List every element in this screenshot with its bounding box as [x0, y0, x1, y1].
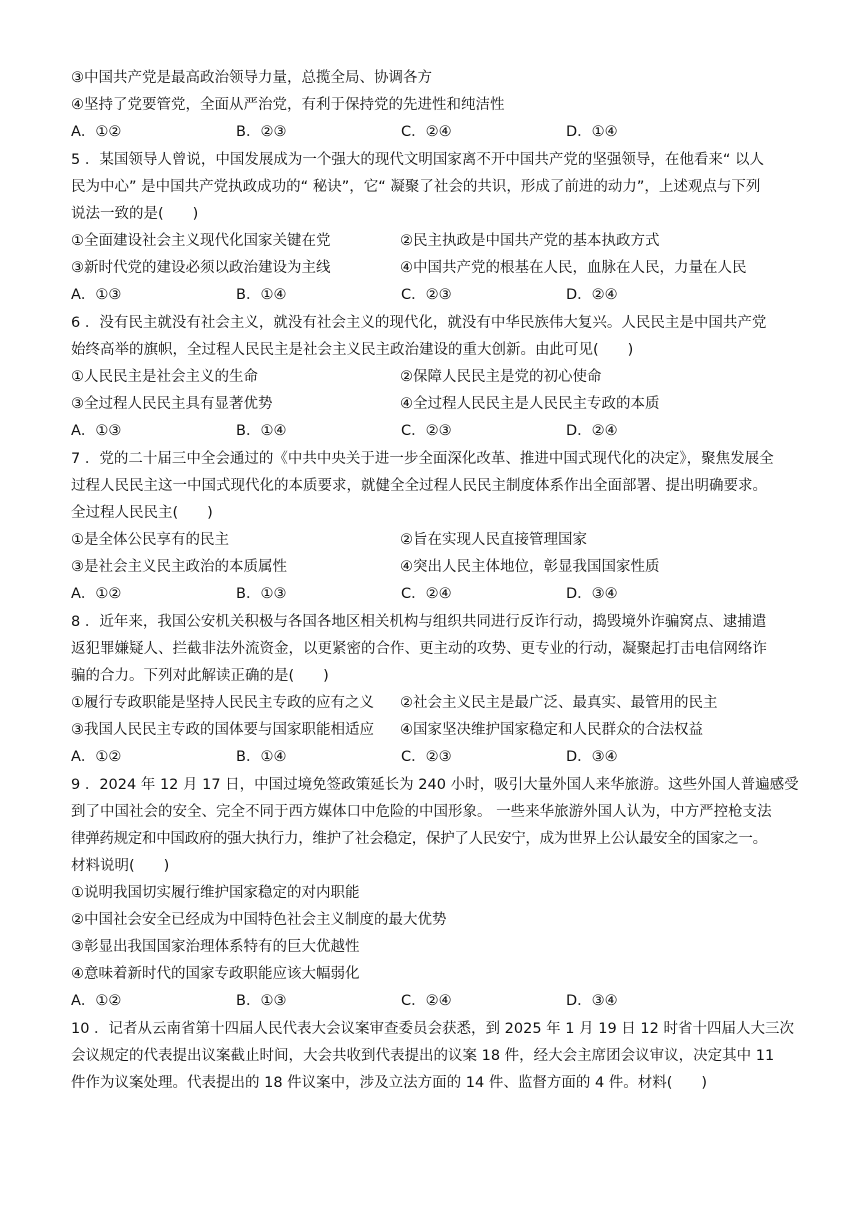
q5-stem-line-1: 5 ．某国领导人曾说，中国发展成为一个强大的现代文明国家离不开中国共产党的坚强领导，在他看来“ 以人 [71, 152, 764, 168]
q9-statement-4: ④意味着新时代的国家专政职能应该大幅弱化 [71, 966, 360, 982]
q8-stem-line-1: 8 ．近年来，我国公安机关积极与各国各地区相关机构与组织共同进行反诈行动，捣毁境外诈骗窝点、逮捕遣 [71, 614, 767, 630]
q6-answer-b: B．①④ [236, 423, 287, 439]
q6-stem-line-2: 始终高举的旗帜，全过程人民民主是社会主义民主政治建设的重大创新。由此可见( ) [71, 342, 634, 358]
q9-stem-line-1: 9 ．2024 年 12 月 17 日，中国过境免签政策延长为 240 小时，吸引大量外国人来华旅游。这些外国人普遍感受 [71, 777, 799, 793]
q7-answer-a: A．①② [71, 586, 122, 602]
q8-answer-b: B．①④ [236, 749, 287, 765]
q5-answer-d: D．②④ [566, 287, 618, 303]
q7-stem-line-2: 过程人民民主这一中国式现代化的本质要求，就健全全过程人民民主制度体系作出全面部署、提出明确要求。 [71, 478, 767, 494]
q9-statement-1: ①说明我国切实履行维护国家稳定的对内职能 [71, 885, 360, 901]
q7-answer-d: D．③④ [566, 586, 618, 602]
q6-statement-2: ②保障人民民主是党的初心使命 [400, 369, 602, 385]
q4-answer-a: A．①② [71, 124, 122, 140]
q8-statement-4: ④国家坚决维护国家稳定和人民群众的合法权益 [400, 722, 703, 738]
q5-answer-a: A．①③ [71, 287, 122, 303]
q8-statement-2: ②社会主义民主是最广泛、最真实、最管用的民主 [400, 695, 718, 711]
q10-stem-line-3: 件作为议案处理。代表提出的 18 件议案中，涉及立法方面的 14 件、监督方面的 4 件。材料( ) [71, 1075, 708, 1091]
q10-stem-line-2: 会议规定的代表提出议案截止时间，大会共收到代表提出的议案 18 件，经大会主席团会议审议，决定其中 11 [71, 1048, 775, 1064]
q7-answer-c: C．②④ [401, 586, 452, 602]
q5-statement-1: ①全面建设社会主义现代化国家关键在党 [71, 233, 331, 249]
q7-stem-line-3: 全过程人民民主( ) [71, 505, 213, 521]
q5-stem-line-3: 说法一致的是( ) [71, 206, 199, 222]
q9-answer-a: A．①② [71, 993, 122, 1009]
q4-statement-3: ③中国共产党是最高政治领导力量，总揽全局、协调各方 [71, 70, 432, 86]
q7-statement-3: ③是社会主义民主政治的本质属性 [71, 559, 287, 575]
q6-stem-line-1: 6 ．没有民主就没有社会主义，就没有社会主义的现代化，就没有中华民族伟大复兴。人民民主是中国共产党 [71, 315, 767, 331]
q8-answer-c: C．②③ [401, 749, 452, 765]
q7-stem-line-1: 7 ．党的二十届三中全会通过的《中共中央关于进一步全面深化改革、推进中国式现代化的决定》，聚焦发展全 [71, 451, 774, 467]
q8-stem-line-3: 骗的合力。下列对此解读正确的是( ) [71, 668, 329, 684]
q6-statement-1: ①人民民主是社会主义的生命 [71, 369, 258, 385]
q6-answer-a: A．①③ [71, 423, 122, 439]
q8-statement-1: ①履行专政职能是坚持人民民主专政的应有之义 [71, 695, 374, 711]
q5-stem-line-2: 民为中心” 是中国共产党执政成功的“ 秘诀”，它“ 凝聚了社会的共识，形成了前进的动力”，上述观点与下列 [71, 179, 761, 195]
q4-answer-c: C．②④ [401, 124, 452, 140]
q4-statement-4: ④坚持了党要管党，全面从严治党，有利于保持党的先进性和纯洁性 [71, 97, 505, 113]
q6-statement-4: ④全过程人民民主是人民民主专政的本质 [400, 396, 660, 412]
q8-answer-a: A．①② [71, 749, 122, 765]
q9-answer-b: B．①③ [236, 993, 287, 1009]
q5-answer-b: B．①④ [236, 287, 287, 303]
q9-statement-3: ③彰显出我国国家治理体系特有的巨大优越性 [71, 939, 360, 955]
q6-statement-3: ③全过程人民民主具有显著优势 [71, 396, 273, 412]
q9-stem-line-2: 到了中国社会的安全、完全不同于西方媒体口中危险的中国形象。 一些来华旅游外国人认为，中方严控枪支法 [71, 804, 772, 820]
q5-statement-4: ④中国共产党的根基在人民，血脉在人民，力量在人民 [400, 260, 747, 276]
q5-statement-2: ②民主执政是中国共产党的基本执政方式 [400, 233, 660, 249]
q4-answer-b: B．②③ [236, 124, 287, 140]
q8-answer-d: D．③④ [566, 749, 618, 765]
q5-statement-3: ③新时代党的建设必须以政治建设为主线 [71, 260, 331, 276]
q10-stem-line-1: 10 ．记者从云南省第十四届人民代表大会议案审查委员会获悉，到 2025 年 1 月 19 日 12 时省十四届人大三次 [71, 1021, 794, 1037]
q7-statement-4: ④突出人民主体地位，彰显我国国家性质 [400, 559, 660, 575]
q7-statement-1: ①是全体公民享有的民主 [71, 532, 229, 548]
q8-statement-3: ③我国人民民主专政的国体要与国家职能相适应 [71, 722, 374, 738]
q7-answer-b: B．①③ [236, 586, 287, 602]
q9-answer-d: D．③④ [566, 993, 618, 1009]
q7-statement-2: ②旨在实现人民直接管理国家 [400, 532, 587, 548]
q8-stem-line-2: 返犯罪嫌疑人、拦截非法外流资金，以更紧密的合作、更主动的攻势、更专业的行动，凝聚起打击电信网络诈 [71, 641, 767, 657]
q9-answer-c: C．②④ [401, 993, 452, 1009]
q5-answer-c: C．②③ [401, 287, 452, 303]
q6-answer-d: D．②④ [566, 423, 618, 439]
q4-answer-d: D．①④ [566, 124, 618, 140]
q6-answer-c: C．②③ [401, 423, 452, 439]
q9-stem-line-4: 材料说明( ) [71, 858, 170, 874]
q9-stem-line-3: 律弹药规定和中国政府的强大执行力，维护了社会稳定，保护了人民安宁，成为世界上公认最安全的国家之一。 [71, 831, 767, 847]
q9-statement-2: ②中国社会安全已经成为中国特色社会主义制度的最大优势 [71, 912, 447, 928]
